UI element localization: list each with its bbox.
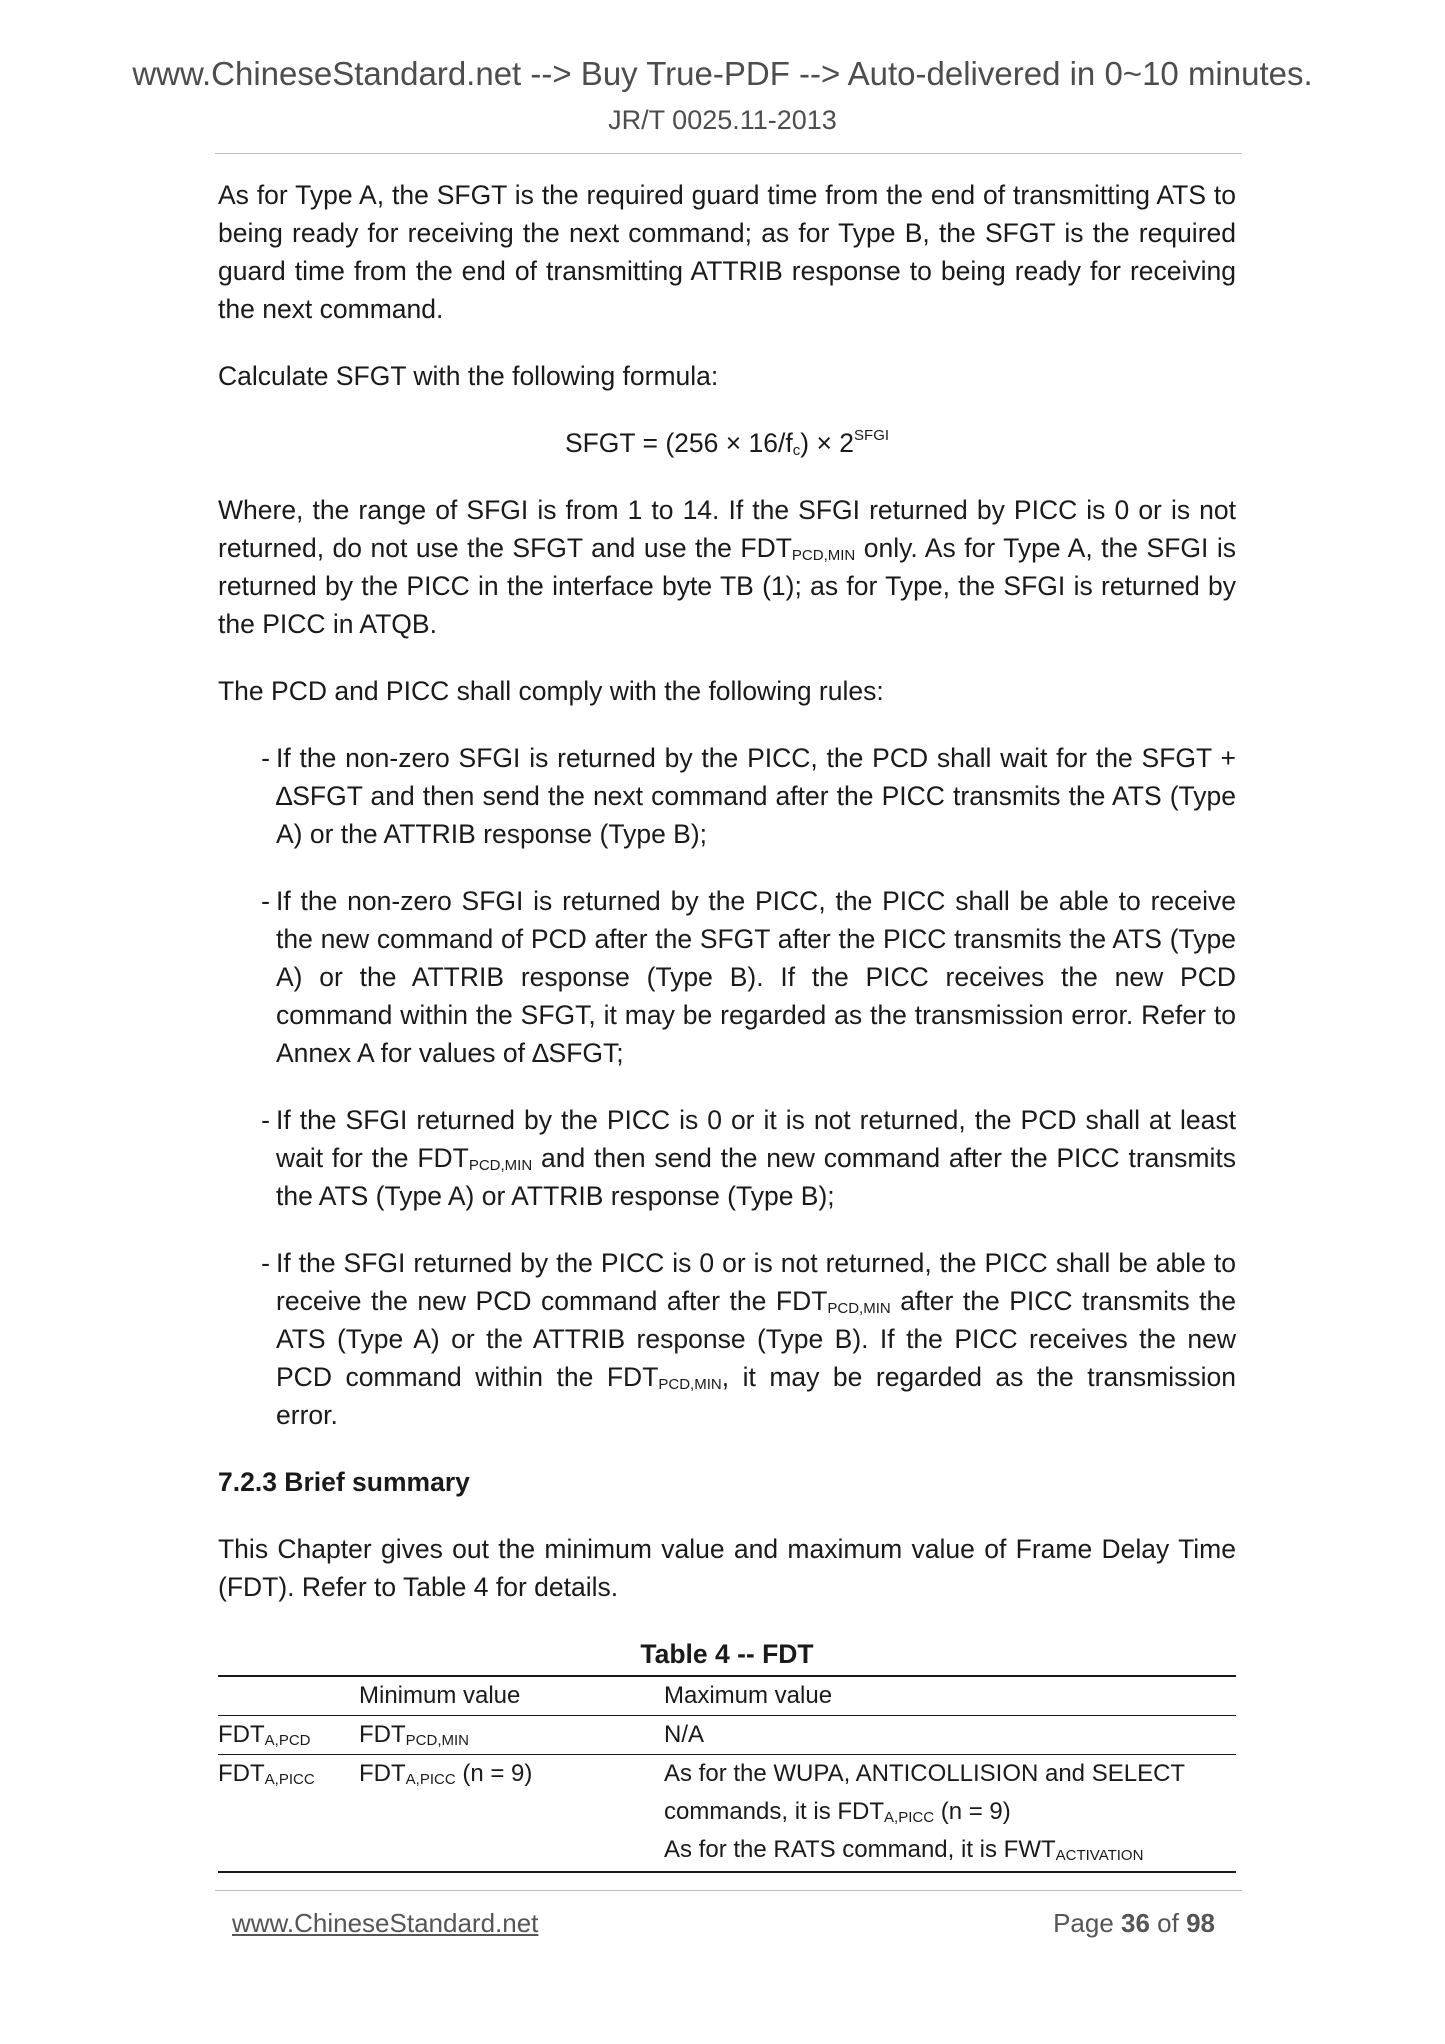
header-divider bbox=[215, 153, 1242, 154]
bullet-dash: - bbox=[261, 886, 270, 916]
cell-line: As for the WUPA, ANTICOLLISION and SELECT commands, it is $FDT_{A,PICC}$ (n = 9) bbox=[664, 1760, 1185, 1826]
rule-text: If the SFGI returned by the PICC is 0 or is not returned, the PICC shall be able to receive the new PCD command after the $FDT_{PCD,MIN}$ after the PICC transmits the ATS (Type A) or the ATTRIB response (Type B). If the PICC receives the new PCD command within the $FDT_{PCD,MIN}$, it may be regarded as the transmission error. bbox=[276, 1248, 1236, 1430]
rule-text: If the non-zero SFGI is returned by the PICC, the PCD shall wait for the SFGT + ∆SFGT and then send the next command after the PICC transmits the ATS (Type A) or the ATTRIB response (Type B); bbox=[276, 743, 1236, 849]
column-header-min: Minimum value bbox=[359, 1676, 664, 1716]
bullet-dash: - bbox=[261, 1105, 270, 1135]
paragraph-rules-intro: The PCD and PICC shall comply with the following rules: bbox=[218, 676, 884, 706]
table-cell: $FDT_{PCD,MIN}$ bbox=[359, 1716, 664, 1755]
cell-line: As for the RATS command, it is $FWT_{ACTIVATION}$ bbox=[664, 1836, 1144, 1864]
table-cell bbox=[664, 1755, 1236, 1873]
rule-item bbox=[218, 1101, 1236, 1215]
paragraph-sfgi-range: Where, the range of SFGI is from 1 to 14. If the SFGI returned by PICC is 0 or is not returned, do not use the SFGT and use the $FDT_{PCD,MIN}$ only. As for Type A, the SFGI is returned by the PICC in the interface byte TB (1); as for Type, the SFGI is returned by the PICC in ATQB. bbox=[218, 495, 1236, 639]
section-heading: 7.2.3 Brief summary bbox=[218, 1467, 470, 1497]
paragraph-sfgt-definition: As for Type A, the SFGT is the required guard time from the end of transmitting ATS to being ready for receiving the next command; as for Type B, the SFGT is the required guard time from the end of transmitting ATTRIB response to being ready for receiving the next command. bbox=[218, 180, 1236, 324]
header-banner: www.ChineseStandard.net --> Buy True-PDF --> Auto-delivered in 0~10 minutes. bbox=[132, 55, 1313, 92]
fdt-table bbox=[218, 1675, 1236, 1873]
paragraph-summary: This Chapter gives out the minimum value and maximum value of Frame Delay Time (FDT). Refer to Table 4 for details. bbox=[218, 1534, 1236, 1602]
rule-item bbox=[218, 1244, 1236, 1434]
bullet-dash: - bbox=[261, 743, 270, 773]
paragraph-formula-intro: Calculate SFGT with the following formula: bbox=[218, 361, 719, 391]
table-cell bbox=[218, 1676, 359, 1716]
table-cell: N/A bbox=[664, 1716, 1236, 1755]
footer-website-link[interactable]: www.ChineseStandard.net bbox=[232, 1908, 539, 1938]
footer-divider bbox=[215, 1890, 1242, 1891]
rule-item bbox=[218, 739, 1236, 853]
table-title: Table 4 -- FDT bbox=[640, 1639, 814, 1669]
table-cell: $FDT_{A,PICC}$ (n = 9) bbox=[359, 1755, 664, 1873]
column-header-max: Maximum value bbox=[664, 1676, 1236, 1716]
table-header-row bbox=[218, 1676, 1236, 1716]
table-row bbox=[218, 1716, 1236, 1755]
bullet-dash: - bbox=[261, 1248, 270, 1278]
sfgt-formula: SFGT = $(256 \times 16/f_c) \times 2^{SFGI}$ bbox=[564, 427, 890, 459]
standard-number: JR/T 0025.11-2013 bbox=[608, 105, 837, 135]
page-body bbox=[218, 176, 1236, 1873]
page-number: Page 36 of 98 bbox=[1053, 1908, 1215, 1938]
rule-text: If the SFGI returned by the PICC is 0 or it is not returned, the PCD shall at least wait for the $FDT_{PCD,MIN}$ and then send the new command after the PICC transmits the ATS (Type A) or ATTRIB response (Type B); bbox=[276, 1105, 1236, 1211]
table-cell: $FDT_{A,PCD}$ bbox=[218, 1716, 359, 1755]
table-cell: $FDT_{A,PICC}$ bbox=[218, 1755, 359, 1873]
rule-item bbox=[218, 882, 1236, 1072]
rule-text: If the non-zero SFGI is returned by the PICC, the PICC shall be able to receive the new command of PCD after the SFGT after the PICC transmits the ATS (Type A) or the ATTRIB response (Type B). If the PICC receives the new PCD command within the SFGT, it may be regarded as the transmission error. Refer to Annex A for values of ∆SFGT; bbox=[276, 886, 1236, 1068]
table-row bbox=[218, 1755, 1236, 1873]
